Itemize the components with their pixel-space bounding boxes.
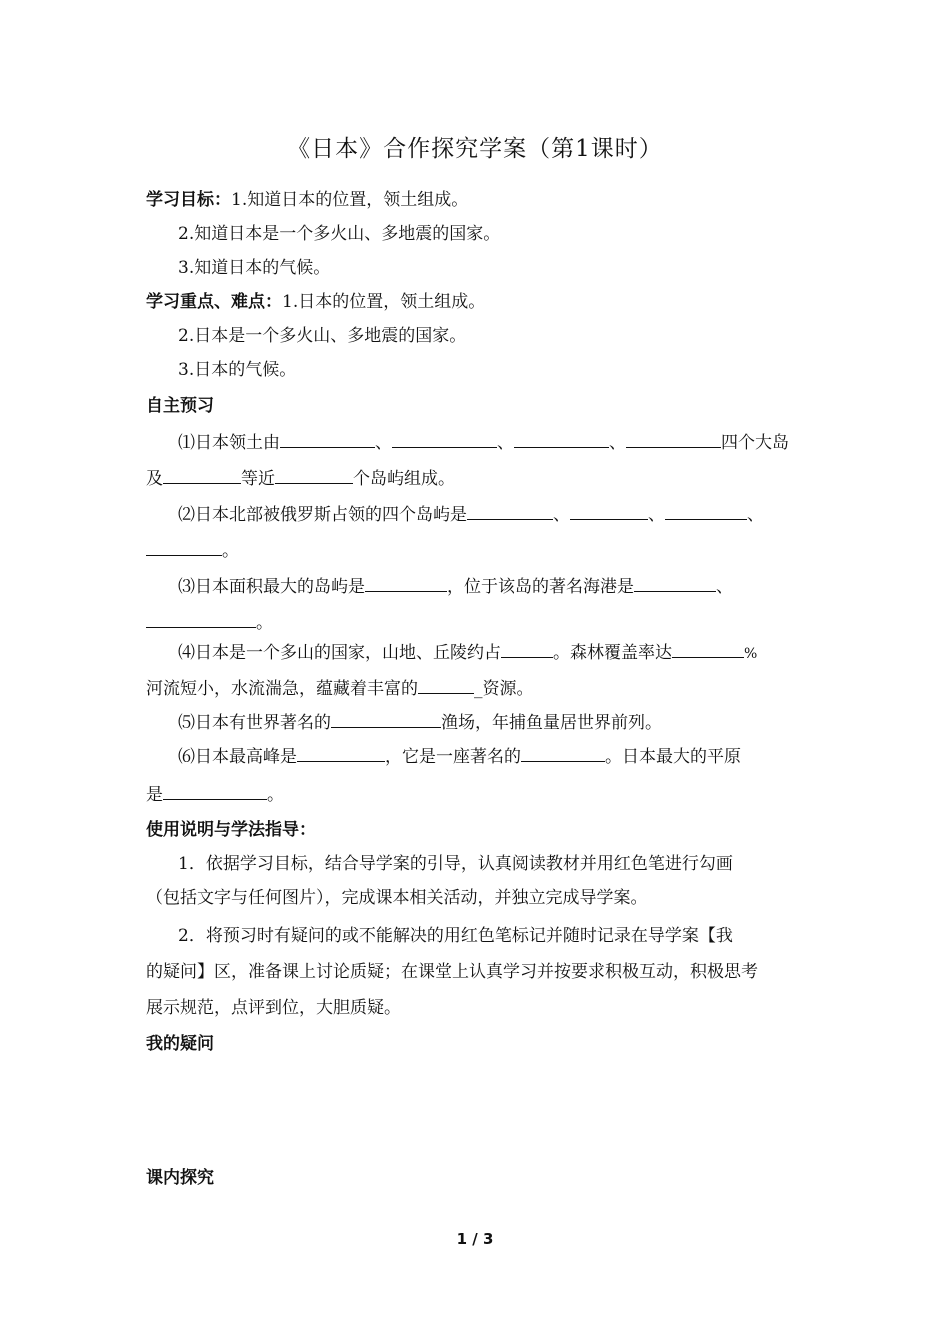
preview-question-3: ⑶日本面积最大的岛屿是 ，位于该岛的著名海港是 、 — [178, 574, 806, 599]
fill-blank[interactable] — [280, 430, 375, 448]
fill-blank[interactable] — [467, 502, 553, 520]
fill-blank[interactable] — [514, 430, 609, 448]
preview-question-2: ⑵日本北部被俄罗斯占领的四个岛屿是 、 、 、 — [178, 502, 806, 527]
preview-question-5: ⑸日本有世界著名的 渔场，年捕鱼量居世界前列。 — [178, 710, 806, 735]
preview-question-4: ⑷日本是一个多山的国家，山地、丘陵约占 。森林覆盖率达 % — [178, 640, 806, 666]
fill-blank[interactable] — [297, 744, 385, 762]
preview-question-1: ⑴日本领土由 、 、 、 四个大岛 — [178, 430, 806, 455]
preview-question-4-cont: 河流短小，水流湍急，蕴藏着丰富的 _资源。 — [146, 676, 806, 701]
guide-paragraph: 2．将预习时有疑问的或不能解决的用红色笔标记并随时记录在导学案【我 — [178, 926, 733, 946]
guide-heading: 使用说明与学法指导： — [146, 820, 316, 840]
fill-blank[interactable] — [365, 574, 447, 592]
guide-paragraph: 1．依据学习目标，结合导学案的引导，认真阅读教材并用红色笔进行勾画 — [178, 854, 733, 874]
keypoints-heading: 学习重点、难点： — [146, 292, 282, 312]
objective-item: 3.知道日本的气候。 — [178, 258, 331, 278]
guide-paragraph: 展示规范，点评到位，大胆质疑。 — [146, 998, 401, 1018]
preview-question-6: ⑹日本最高峰是 ，它是一座著名的 。日本最大的平原 — [178, 744, 806, 769]
keypoint-item: 1.日本的位置，领土组成。 — [282, 292, 486, 312]
guide-paragraph: （包括文字与任何图片），完成课本相关活动，并独立完成导学案。 — [146, 888, 648, 908]
fill-blank[interactable] — [392, 430, 497, 448]
objectives-heading: 学习目标： — [146, 190, 231, 210]
fill-blank[interactable] — [331, 710, 441, 728]
fill-blank[interactable] — [521, 744, 605, 762]
fill-blank[interactable] — [163, 466, 241, 484]
fill-blank[interactable] — [634, 574, 716, 592]
fill-blank[interactable] — [570, 502, 648, 520]
fill-blank[interactable] — [665, 502, 747, 520]
keypoints-line-1 — [146, 290, 806, 314]
explore-heading: 课内探究 — [146, 1168, 214, 1188]
fill-blank[interactable] — [672, 640, 744, 658]
objective-item: 2.知道日本是一个多火山、多地震的国家。 — [178, 224, 501, 244]
keypoint-item: 2.日本是一个多火山、多地震的国家。 — [178, 326, 467, 346]
fill-blank[interactable] — [146, 610, 256, 628]
preview-question-3-cont: 。 — [146, 610, 806, 635]
preview-question-6-cont: 是 。 — [146, 782, 806, 807]
preview-heading: 自主预习 — [146, 396, 214, 416]
questions-heading: 我的疑问 — [146, 1034, 214, 1054]
fill-blank[interactable] — [146, 538, 222, 556]
fill-blank[interactable] — [626, 430, 721, 448]
fill-blank[interactable] — [501, 640, 553, 658]
preview-question-2-cont: 。 — [146, 538, 806, 563]
page-title: 《日本》合作探究学案（第1课时） — [287, 136, 663, 162]
fill-blank[interactable] — [275, 466, 353, 484]
keypoint-item: 3.日本的气候。 — [178, 360, 297, 380]
fill-blank[interactable] — [418, 676, 474, 694]
preview-question-1-cont: 及 等近 个岛屿组成。 — [146, 466, 806, 491]
objectives-line-1 — [146, 188, 806, 212]
guide-paragraph: 的疑问】区，准备课上讨论质疑；在课堂上认真学习并按要求积极互动，积极思考 — [146, 962, 758, 982]
page-number: 1 / 3 — [456, 1230, 494, 1248]
objective-item: 1.知道日本的位置，领土组成。 — [231, 190, 469, 210]
fill-blank[interactable] — [163, 782, 267, 800]
